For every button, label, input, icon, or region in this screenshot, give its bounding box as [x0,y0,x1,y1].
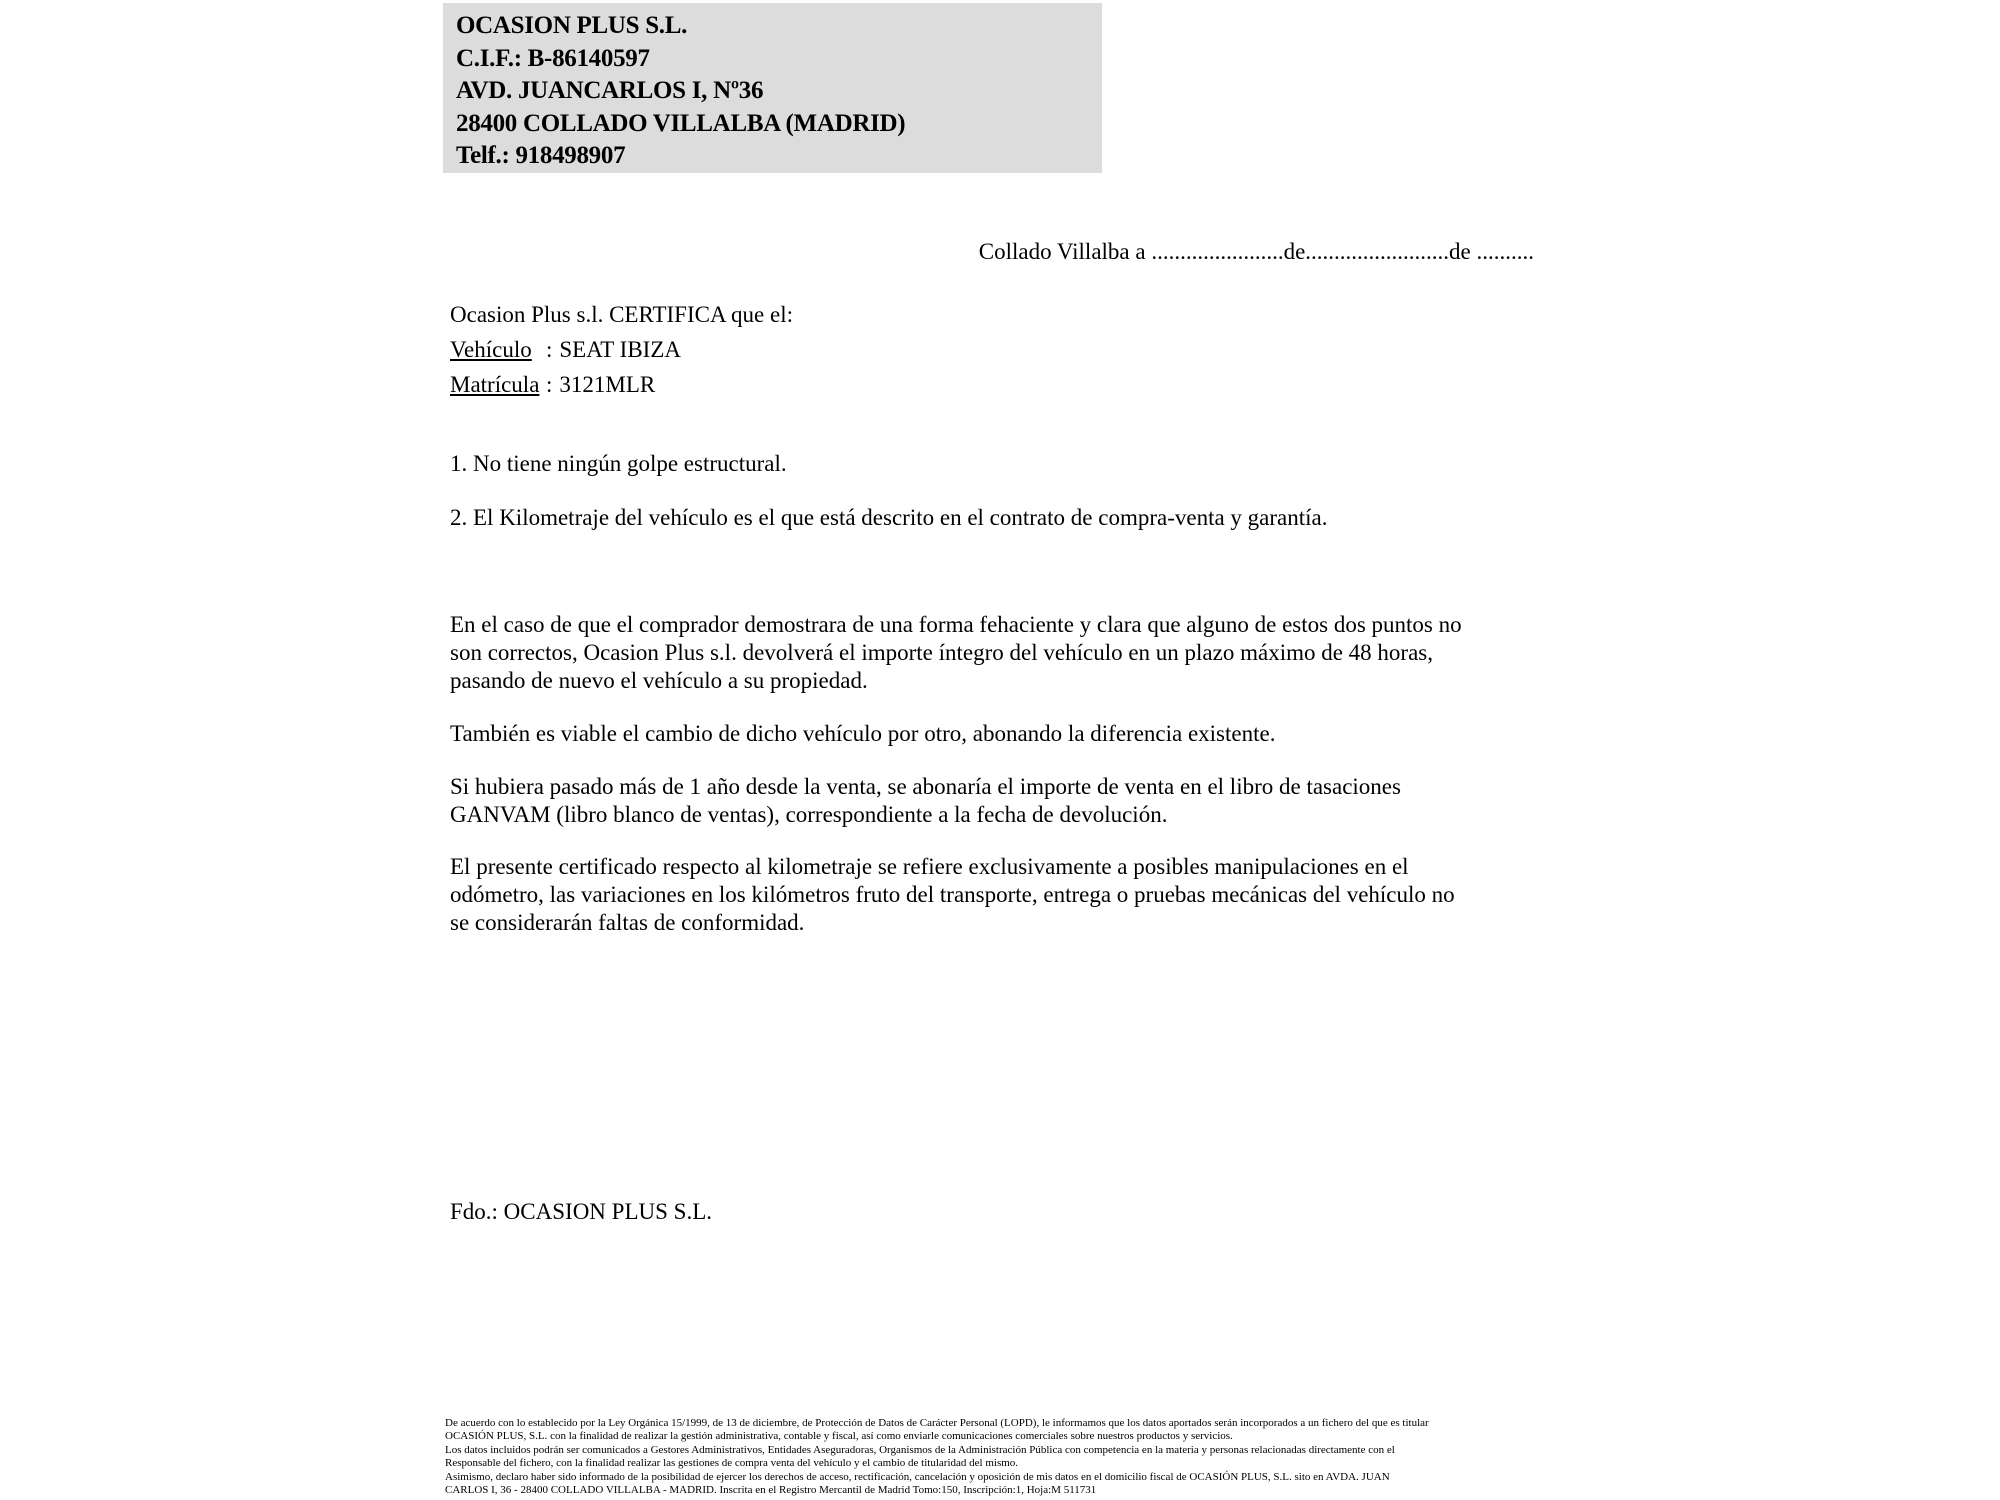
point-structural: 1. No tiene ningún golpe estructural. [450,451,787,476]
point-mileage: 2. El Kilometraje del vehículo es el que está descrito en el contrato de compra-venta y garantía. [450,505,1328,530]
company-name: OCASION PLUS S.L. [456,12,688,39]
plate-label: Matrícula [450,372,540,397]
paragraph-exchange: También es viable el cambio de dicho vehículo por otro, abonando la diferencia existente. [450,721,1276,746]
plate-row [450,367,793,402]
company-address: AVD. JUANCARLOS I, Nº36 [456,77,764,104]
signature-line: Fdo.: OCASION PLUS S.L. [450,1199,712,1224]
vehicle-value: SEAT IBIZA [559,337,681,362]
vehicle-label: Vehículo [450,337,532,362]
paragraph-odometer: El presente certificado respecto al kilometraje se refiere exclusivamente a posibles manipulaciones en el odómetro, las variaciones en los kilómetros fruto del transporte, entrega o pruebas mecánicas del vehículo no se considerarán faltas de conformidad. [450,854,1455,935]
legal-footer: De acuerdo con lo establecido por la Ley Orgánica 15/1999, de 13 de diciembre, de Protección de Datos de Carácter Personal (LOPD), le informamos que los datos aportados serán incorporados a un fichero del que es titular OCASIÓN PLUS, S.L. con la finalidad de realizar la gestión administrativa, contable y fiscal, así como enviarle comunicaciones comerciales sobre nuestros productos y servicios. Los datos incluidos podrán ser comunicados a Gestores Administrativos, Entidades Aseguradoras, Organismos de la Administración Pública con competencia en la materia y personas relacionadas directamente con el Responsable del fichero, con la finalidad realizar las gestiones de compra venta del vehículo y el cambio de titularidad del mismo. Asimismo, declaro haber sido informado de la posibilidad de ejercer los derechos de acceso, rectificación, cancelación y oposición de mis datos en el domicilio fiscal de OCASIÓN PLUS, S.L. sito en AVDA. JUAN CARLOS I, 36 - 28400 COLLADO VILLALBA - MADRID. Inscrita en el Registro Mercantil de Madrid Tomo:150, Inscripción:1, Hoja:M 511731 [445,1417,1429,1497]
vehicle-separator: : [546,337,553,362]
certification-intro: Ocasion Plus s.l. CERTIFICA que el: [450,302,793,327]
company-city: 28400 COLLADO VILLALBA (MADRID) [456,109,906,137]
company-header-box [443,3,1102,173]
certification-block [450,297,793,402]
company-cif: C.I.F.: B-86140597 [456,44,650,72]
paragraph-ganvam: Si hubiera pasado más de 1 año desde la venta, se abonaría el importe de venta en el libro de tasaciones GANVAM (libro blanco de ventas), correspondiente a la fecha de devolución. [450,774,1401,827]
vehicle-row [450,332,793,367]
company-phone: Telf.: 918498907 [456,142,626,169]
plate-value: 3121MLR [559,372,656,397]
plate-separator: : [546,372,553,397]
date-line: Collado Villalba a .......................de.........................de .......... [978,239,1534,264]
paragraph-refund: En el caso de que el comprador demostrara de una forma fehaciente y clara que alguno de estos dos puntos no son correctos, Ocasion Plus s.l. devolverá el importe íntegro del vehículo en un plazo máximo de 48 horas, pasando de nuevo el vehículo a su propiedad. [450,612,1462,693]
